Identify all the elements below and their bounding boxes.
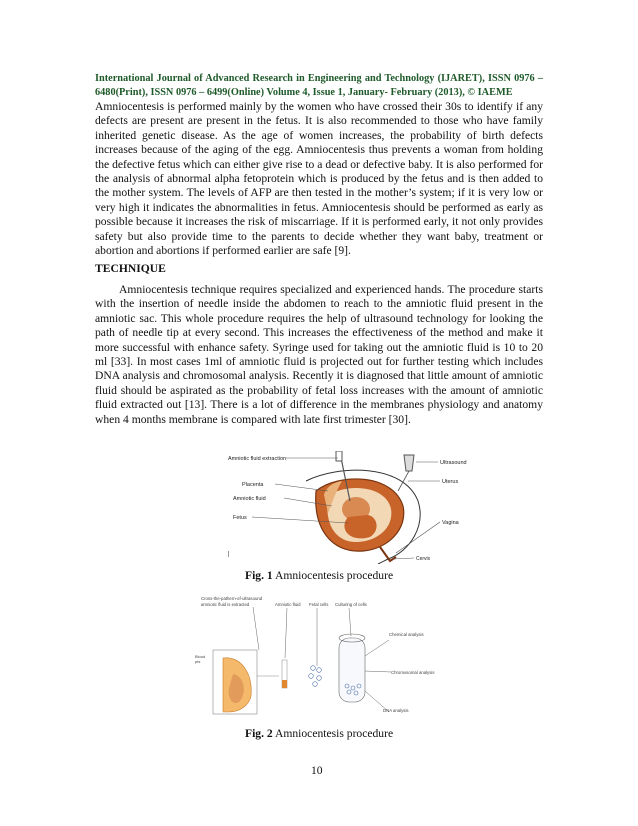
label-fetal-cells: Fetal cells xyxy=(309,602,329,607)
figure-2-leader-lines xyxy=(253,607,351,666)
label-fetus: Fetus xyxy=(233,515,247,521)
figure-1-amniocentesis-illustration xyxy=(228,451,506,564)
label-amniotic-fluid: Amniotic fluid xyxy=(233,496,266,502)
label-culturing: Culturing of cells xyxy=(335,602,367,607)
figure-2-caption xyxy=(245,727,393,740)
body-paragraph-2: Amniocentesis technique requires specialized and experienced hands. The procedure starts with the insertion of needle inside the abdomen to reach to the amniotic fluid present in the amniotic sac. This whole procedure requires the help of ultrasound technology for looking the path of needle tip at every second. This increases the effectiveness of the method and make it more successful with enhance safety. Syringe used for taking out the amniotic fluid is 10 to 20 ml [33]. In most cases 1ml of amniotic fluid is projected out for further testing which includes DNA analysis and chromosomal analysis. Recently it is diagnosed that little amount of amniotic fluid should be aspirated as the probability of fetal loss increases with the amount of amniotic fluid extracted out [13]. There is a lot of difference in the membranes physiology and anatomy when 4 months membrane is compared with late first trimester [30]. xyxy=(95,283,543,426)
label-extraction-line2: amniotic fluid is extracted xyxy=(201,602,250,607)
label-dna-analysis: DNA analysis xyxy=(383,708,409,713)
fetus-body xyxy=(344,515,376,538)
analysis-arrows xyxy=(365,640,391,712)
figure-1-caption xyxy=(245,569,393,582)
label-chemical-analysis: Chemical analysis xyxy=(389,632,424,637)
body-paragraph-1: Amniocentesis is performed mainly by the women who have crossed their 30s to identify if any defects are present are present in the fetus. It is also recommended to those who have family inherited genetic disease. As the age of women increases, the probability of birth defects increases because of the aging of the egg. Amniocentesis thus prevents a woman from holding the defective fetus which can either give rise to a dead or defective baby. It is also performed for the analysis of abnormal alpha fetoprotein which is produced by the fetus and is then added to the mother system. The levels of AFP are then tested in the mother’s system; if it is very low or very high it indicates the abnormalities in fetus. Amniocentesis should be performed as early as possible because it increases the risk of miscarriage. If it is performed early, it not only provides safety but also provide time to the parents to decide whether they want baby, treatment or abortion and abortions if performed earlier are safe [9]. xyxy=(95,100,543,258)
label-vagina: Vagina xyxy=(442,520,459,526)
label-cervix: Cervix xyxy=(416,556,431,562)
label-placenta: Placenta xyxy=(242,482,264,488)
section-heading-technique: TECHNIQUE xyxy=(95,262,166,275)
figure-2-caption-text: Amniocentesis procedure xyxy=(272,727,394,740)
label-pts: pts xyxy=(195,659,201,664)
ultrasound-beam xyxy=(398,471,409,491)
figure-2-caption-label: Fig. 2 xyxy=(245,727,273,740)
label-amniotic-fluid-extraction: Amniotic fluid extraction xyxy=(228,456,287,462)
figure-2-amniocentesis-diagram xyxy=(193,596,439,716)
label-amniotic-fluid-2: Amniotic fluid xyxy=(275,602,301,607)
label-ultrasound: Ultrasound xyxy=(440,460,467,466)
test-tube-fluid xyxy=(282,680,287,688)
label-uterus: Uterus xyxy=(442,479,459,485)
label-extraction-line1: Cross-the-pathern-of-ultrasound xyxy=(201,596,263,601)
culture-cylinder-icon xyxy=(339,638,365,702)
syringe-icon xyxy=(336,451,342,461)
journal-header: International Journal of Advanced Research in Engineering and Technology (IJARET), ISSN 0976 – 6480(Print), ISSN 0976 – 6499(Online) Volume 4, Issue 1, January- February (2013), © IAEME xyxy=(95,73,543,98)
ultrasound-probe-icon xyxy=(404,455,414,471)
page-number: 10 xyxy=(311,764,323,777)
label-chromosomal-analysis: Chromosomal analysis xyxy=(391,670,435,675)
figure-1-caption-label: Fig. 1 xyxy=(245,569,273,582)
label-blood: Blood xyxy=(195,654,206,659)
figure-1-caption-text: Amniocentesis procedure xyxy=(272,569,394,582)
fetal-cells-icon xyxy=(309,666,322,687)
